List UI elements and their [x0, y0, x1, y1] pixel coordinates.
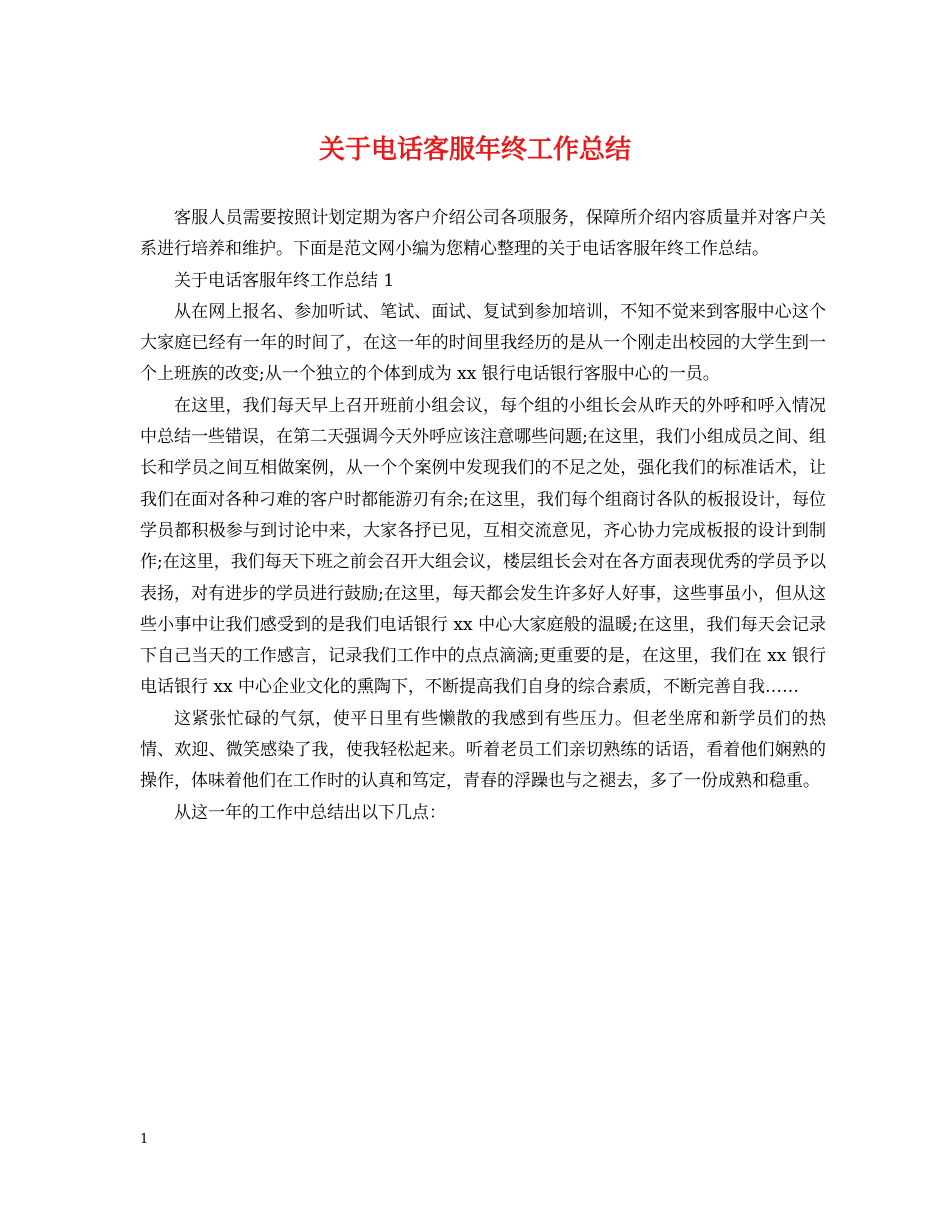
- page-number: 1: [140, 1132, 149, 1147]
- body-paragraph: 这紧张忙碌的气氛，使平日里有些懒散的我感到有些压力。但老坐席和新学员们的热情、欢迎、微笑感染了我，使我轻松起来。听着老员工们亲切熟练的话语，看着他们娴熟的操作，体味着他们在工作时的认真和笃定，青春的浮躁也与之褪去，多了一份成熟和稳重。: [140, 708, 826, 792]
- section-heading: 关于电话客服年终工作总结 1: [174, 270, 395, 291]
- document-body: [140, 203, 826, 829]
- intro-paragraph: 客服人员需要按照计划定期为客户介绍公司各项服务，保障所介绍内容质量并对客户关系进行培养和维护。下面是范文网小编为您精心整理的关于电话客服年终工作总结。: [140, 208, 826, 260]
- document-title: 关于电话客服年终工作总结: [318, 135, 631, 165]
- body-paragraph: 在这里，我们每天早上召开班前小组会议，每个组的小组长会从昨天的外呼和呼入情况中总结一些错误，在第二天强调今天外呼应该注意哪些问题;在这里，我们小组成员之间、组长和学员之间互相做案例，从一个个案例中发现我们的不足之处，强化我们的标准话术，让我们在面对各种刁难的客户时都能游刃有余;在这里，我们每个组商讨各队的板报设计，每位学员都积极参与到讨论中来，大家各抒已见，互相交流意见，齐心协力完成板报的设计到制作;在这里，我们每天下班之前会召开大组会议，楼层组长会对在各方面表现优秀的学员予以表扬，对有进步的学员进行鼓励;在这里，每天都会发生许多好人好事，这些事虽小，但从这些小事中让我们感受到的是我们电话银行 xx 中心大家庭般的温暖;在这里，我们每天会记录下自己当天的工作感言，记录我们工作中的点点滴滴;更重要的是，在这里，我们在 xx 银行电话银行 xx 中心企业文化的熏陶下，不断提高我们自身的综合素质，不断完善自我……: [140, 395, 826, 698]
- body-paragraph: 从这一年的工作中总结出以下几点：: [174, 802, 446, 823]
- body-paragraph: 从在网上报名、参加听试、笔试、面试、复试到参加培训，不知不觉来到客服中心这个大家庭已经有一年的时间了，在这一年的时间里我经历的是从一个刚走出校园的大学生到一个上班族的改变;从一个独立的个体到成为 xx 银行电话银行客服中心的一员。: [140, 301, 826, 385]
